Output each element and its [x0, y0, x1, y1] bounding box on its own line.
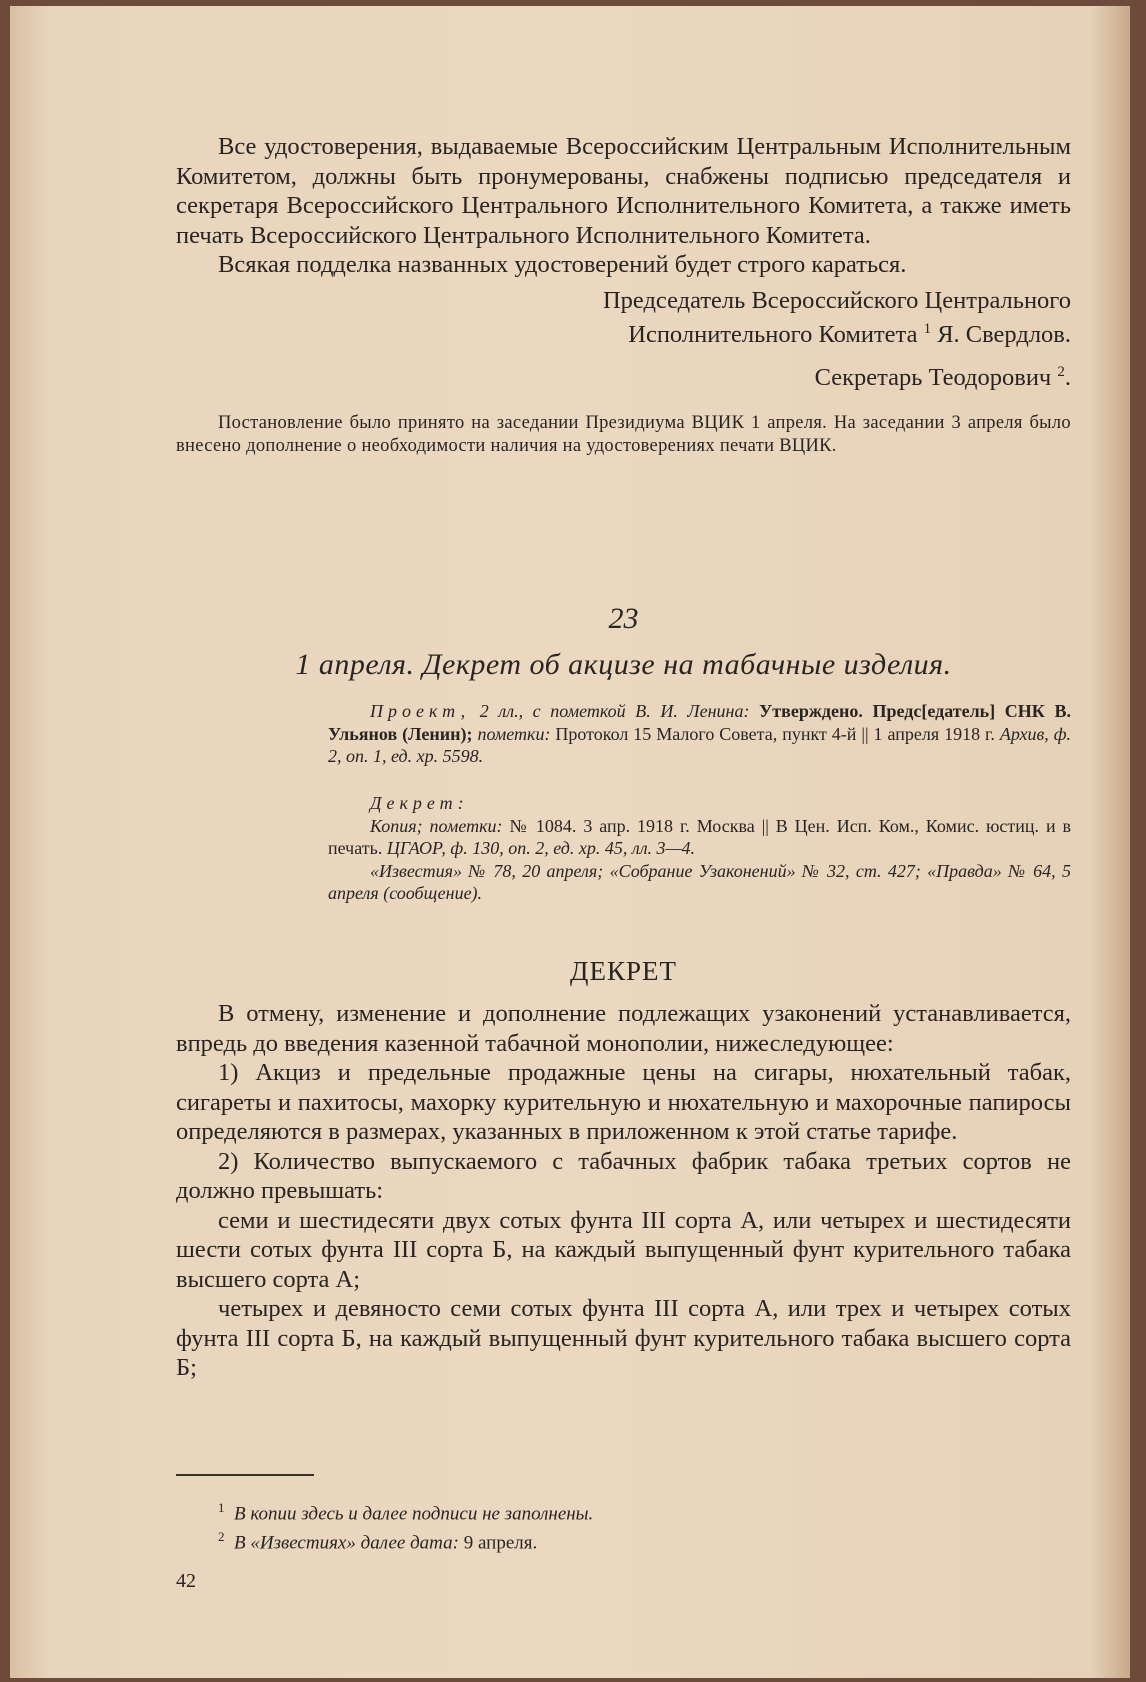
source-decree-label: Декрет: — [370, 793, 469, 813]
secretary-end: . — [1064, 363, 1071, 391]
source-copy-archive: ЦГАОР, ф. 130, оп. 2, ед. хр. 45, лл. 3—4. — [386, 838, 696, 858]
source-draft-marks-label: пометки: — [477, 723, 551, 744]
source-draft — [176, 700, 1071, 768]
decree-intro: В отмену, изменение и дополнение подлежащих узаконений устанавливается, впредь до введения казенной табачной монополии, нижеследующее: — [176, 1000, 1071, 1057]
source-copy — [328, 815, 1071, 860]
sources-block — [176, 700, 1071, 768]
paragraph-forgery: Всякая подделка названных удостоверений будет строго караться. — [218, 251, 907, 278]
footnote-1-text: В копии здесь и далее подписи не заполнены. — [234, 1503, 594, 1525]
secretary-name: Секретарь Теодорович — [814, 363, 1052, 391]
footnote-ref-1: 1 — [923, 321, 932, 337]
source-copy-details: № 1084. 3 апр. 1918 г. Москва || В Цен. Исп. Ком., Комис. юстиц. и в печать. — [328, 815, 1072, 858]
decree — [176, 956, 1071, 1383]
decree-title: ДЕКРЕТ — [570, 956, 677, 986]
source-draft-protocol: Протокол 15 Малого Совета, пункт 4-й || 1 апреля 1918 г. — [555, 723, 995, 744]
document-number: 23 — [608, 602, 639, 635]
decree-item-2b: четырех и девяносто семи сотых фунта III сорта А, или трех и четырех сотых фунта III сорта Б, на каждый выпущенный фунт курительного табака высшего сорта Б; — [176, 1295, 1071, 1381]
source-draft-text — [176, 700, 1071, 768]
decree-item-2: 2) Количество выпускаемого с табачных фабрик табака третьих сортов не должно превышать: — [176, 1147, 1071, 1204]
footnote-2-date: 9 апреля. — [463, 1532, 538, 1554]
footnote-rule — [176, 1474, 314, 1476]
document-title: 1 апреля. Декрет об акцизе на табачные изделия. — [295, 648, 952, 681]
decree-sources — [176, 792, 1071, 905]
source-draft-archive: Архив, ф. 2, оп. 1, ед. хр. 5598. — [328, 723, 1071, 766]
footnote-1 — [176, 1496, 1071, 1525]
footnote-2-marker: 2 — [218, 1529, 225, 1545]
signature-title: Исполнительного Комитета — [628, 321, 918, 349]
footnote-1-marker: 1 — [218, 1500, 225, 1515]
signature-line-2 — [176, 315, 1071, 350]
source-draft-approval: Утверждено. Предс[едатель] СНК В. Ульянов (Ленин); — [328, 701, 1071, 744]
source-draft-label: Проект, — [370, 701, 471, 721]
book-page — [10, 6, 1130, 1678]
document-heading — [176, 602, 1071, 682]
paragraph-certificates: Все удостоверения, выдаваемые Всероссийским Центральным Исполнительным Комитетом, должны быть пронумерованы, снабжены подписью председателя и секретаря Всероссийского Центрального Исполнительного Комитета, а также иметь печать Всероссийского Центрального Исполнительного Комитета. — [176, 133, 1071, 249]
source-decree-label-line — [328, 792, 1071, 815]
top-section — [176, 132, 1071, 457]
footnotes — [176, 1496, 1071, 1555]
decree-item-1: 1) Акциз и предельные продажные цены на сигары, нюхательный табак, сигареты и пахитосы, махорку курительную и нюхательную и махорочные папиросы определяются в размерах, указанных в приложенном к этой статье тарифе. — [176, 1059, 1071, 1145]
secretary-line — [176, 358, 1071, 393]
source-draft-note: 2 лл., с пометкой В. И. Ленина: — [479, 701, 750, 721]
footnote-ref-2: 2 — [1057, 363, 1065, 380]
source-copy-label: Копия; пометки: — [370, 815, 503, 836]
footnote-2-source: В «Известиях» далее дата: — [234, 1532, 459, 1554]
page-number: 42 — [176, 1570, 196, 1592]
source-publications: «Известия» № 78, 20 апреля; «Собрание Узаконений» № 32, ст. 427; «Правда» № 64, 5 апреля (сообщение). — [328, 860, 1071, 903]
adoption-note: Постановление было принято на заседании Президиума ВЦИК 1 апреля. На заседании 3 апреля было внесено дополнение о необходимости наличия на удостоверениях печати ВЦИК. — [176, 413, 1071, 456]
footnote-2 — [176, 1525, 1071, 1554]
decree-item-2a: семи и шестидесяти двух сотых фунта III сорта А, или четырех и шестидесяти шести сотых фунта III сорта Б, на каждый выпущенный фунт курительного табака высшего сорта А; — [176, 1206, 1071, 1293]
signature-line-1: Председатель Всероссийского Центрального — [602, 286, 1071, 314]
signature-name: Я. Свердлов. — [937, 321, 1071, 349]
